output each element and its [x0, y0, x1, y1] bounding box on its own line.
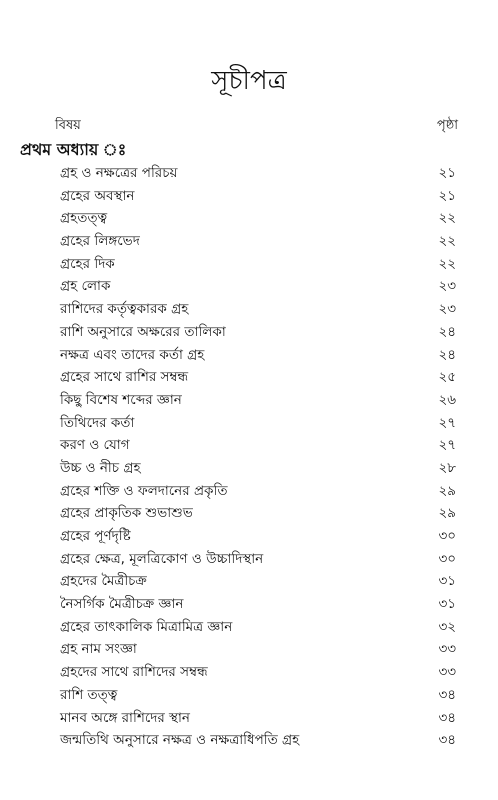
- toc-entry-page: ২৭: [438, 414, 456, 431]
- toc-entry-title: নৈসর্গিক মৈত্রীচক্র জ্ঞান: [60, 596, 184, 613]
- toc-entry: [0, 707, 498, 730]
- toc-entry-title: করণ ও যোগ: [60, 437, 130, 454]
- toc-entry-title: উচ্চ ও নীচ গ্রহ: [60, 459, 141, 476]
- toc-entry: [0, 412, 498, 435]
- toc-entry-title: গ্রহের দিক: [60, 255, 115, 272]
- toc-entry-title: রাশি তত্ত্ব: [60, 686, 118, 703]
- toc-entry-page: ২২: [438, 233, 456, 250]
- toc-entry-title: রাশি অনুসারে অক্ষরের তালিকা: [60, 323, 226, 340]
- toc-entry: [0, 230, 498, 253]
- toc-entry-title: গ্রহ লোক: [60, 278, 111, 295]
- toc-entry: [0, 729, 498, 752]
- toc-entry-title: গ্রহের লিঙ্গভেদ: [60, 233, 140, 250]
- toc-entry-page: ৩০: [438, 550, 456, 567]
- toc-entry-page: ২১: [438, 187, 456, 204]
- toc-entry-page: ২২: [438, 210, 456, 227]
- toc-entry-title: গ্রহের অবস্থান: [60, 187, 135, 204]
- toc-entry: [0, 162, 498, 185]
- toc-entry-title: গ্রহের শক্তি ও ফলদানের প্রকৃতি: [60, 482, 228, 499]
- toc-entry-title: তিথিদের কর্তা: [60, 414, 135, 431]
- toc-entry-page: ৩৪: [438, 732, 456, 749]
- toc-entry: [0, 684, 498, 707]
- toc-entry: [0, 253, 498, 276]
- toc-list: [0, 162, 498, 752]
- toc-entry: [0, 434, 498, 457]
- toc-entry-title: গ্রহতত্ত্ব: [60, 210, 108, 227]
- toc-entry-page: ২৮: [438, 459, 456, 476]
- toc-entry-title: গ্রহদের সাথে রাশিদের সম্বন্ধ: [60, 664, 208, 681]
- toc-entry-page: ২৪: [438, 346, 456, 363]
- toc-entry-page: ২১: [438, 165, 456, 181]
- toc-entry-page: ৩৩: [438, 641, 456, 658]
- column-header: [55, 116, 458, 136]
- toc-entry-page: ২৪: [438, 323, 456, 340]
- toc-entry: [0, 321, 498, 344]
- toc-entry: [0, 661, 498, 684]
- toc-entry-title: গ্রহ নাম সংজ্ঞা: [60, 641, 137, 658]
- toc-entry-page: ২৭: [438, 437, 456, 454]
- toc-entry: [0, 638, 498, 661]
- toc-entry: [0, 207, 498, 230]
- toc-entry: [0, 457, 498, 480]
- subject-header: বিষয়: [55, 118, 81, 133]
- toc-entry: [0, 366, 498, 389]
- toc-entry: [0, 525, 498, 548]
- toc-entry: [0, 548, 498, 571]
- toc-entry-page: ৩১: [438, 596, 456, 613]
- toc-entry-page: ৩১: [438, 573, 456, 590]
- toc-entry-title: জন্মতিথি অনুসারে নক্ষত্র ও নক্ষত্রাধিপতি গ্রহ: [60, 732, 300, 749]
- toc-entry-title: গ্রহের প্রাকৃতিক শুভাশুভ: [60, 505, 193, 522]
- toc-entry: [0, 593, 498, 616]
- toc-entry-page: ৩৩: [438, 664, 456, 681]
- toc-entry-page: ৩৪: [438, 686, 456, 703]
- toc-entry: [0, 298, 498, 321]
- toc-entry-page: ২৩: [438, 278, 456, 295]
- toc-entry-title: গ্রহের সাথে রাশির সম্বন্ধ: [60, 369, 189, 386]
- toc-entry-title: গ্রহের পূর্ণদৃষ্টি: [60, 528, 131, 544]
- toc-entry-page: ২৫: [438, 369, 456, 386]
- toc-entry-page: ২২: [438, 255, 456, 272]
- toc-entry-page: ২৯: [438, 482, 456, 499]
- toc-entry-page: ২৬: [438, 391, 456, 408]
- page-title: সূচীপত্র: [211, 66, 287, 96]
- chapter-heading: প্রথম অধ্যায় ঃ: [20, 140, 127, 159]
- toc-entry: [0, 502, 498, 525]
- toc-entry: [0, 344, 498, 367]
- toc-entry-page: ২৩: [438, 301, 456, 318]
- toc-entry-title: গ্রহের তাৎকালিক মিত্রামিত্র জ্ঞান: [60, 618, 233, 635]
- toc-entry-page: ৩২: [438, 618, 456, 635]
- toc-entry: [0, 480, 498, 503]
- toc-entry-title: নক্ষত্র এবং তাদের কর্তা গ্রহ: [60, 346, 205, 363]
- toc-entry-title: রাশিদের কর্তৃত্বকারক গ্রহ: [60, 301, 189, 318]
- toc-entry-page: ৩৪: [438, 709, 456, 726]
- toc-entry-title: কিছু বিশেষ শব্দের জ্ঞান: [60, 391, 182, 408]
- toc-entry-title: মানব অঙ্গে রাশিদের স্থান: [60, 709, 190, 726]
- toc-entry: [0, 570, 498, 593]
- page-header: পৃষ্ঠা: [436, 118, 458, 133]
- toc-entry: [0, 389, 498, 412]
- toc-entry-page: ৩০: [438, 528, 456, 544]
- toc-entry-title: গ্রহের ক্ষেত্র, মূলত্রিকোণ ও উচ্চাদিস্থান: [60, 550, 264, 567]
- toc-entry-title: গ্রহ ও নক্ষত্রের পরিচয়: [60, 165, 178, 181]
- toc-entry-title: গ্রহদের মৈত্রীচক্র: [60, 573, 147, 590]
- toc-entry: [0, 275, 498, 298]
- toc-entry: [0, 185, 498, 208]
- toc-entry: [0, 616, 498, 639]
- toc-entry-page: ২৯: [438, 505, 456, 522]
